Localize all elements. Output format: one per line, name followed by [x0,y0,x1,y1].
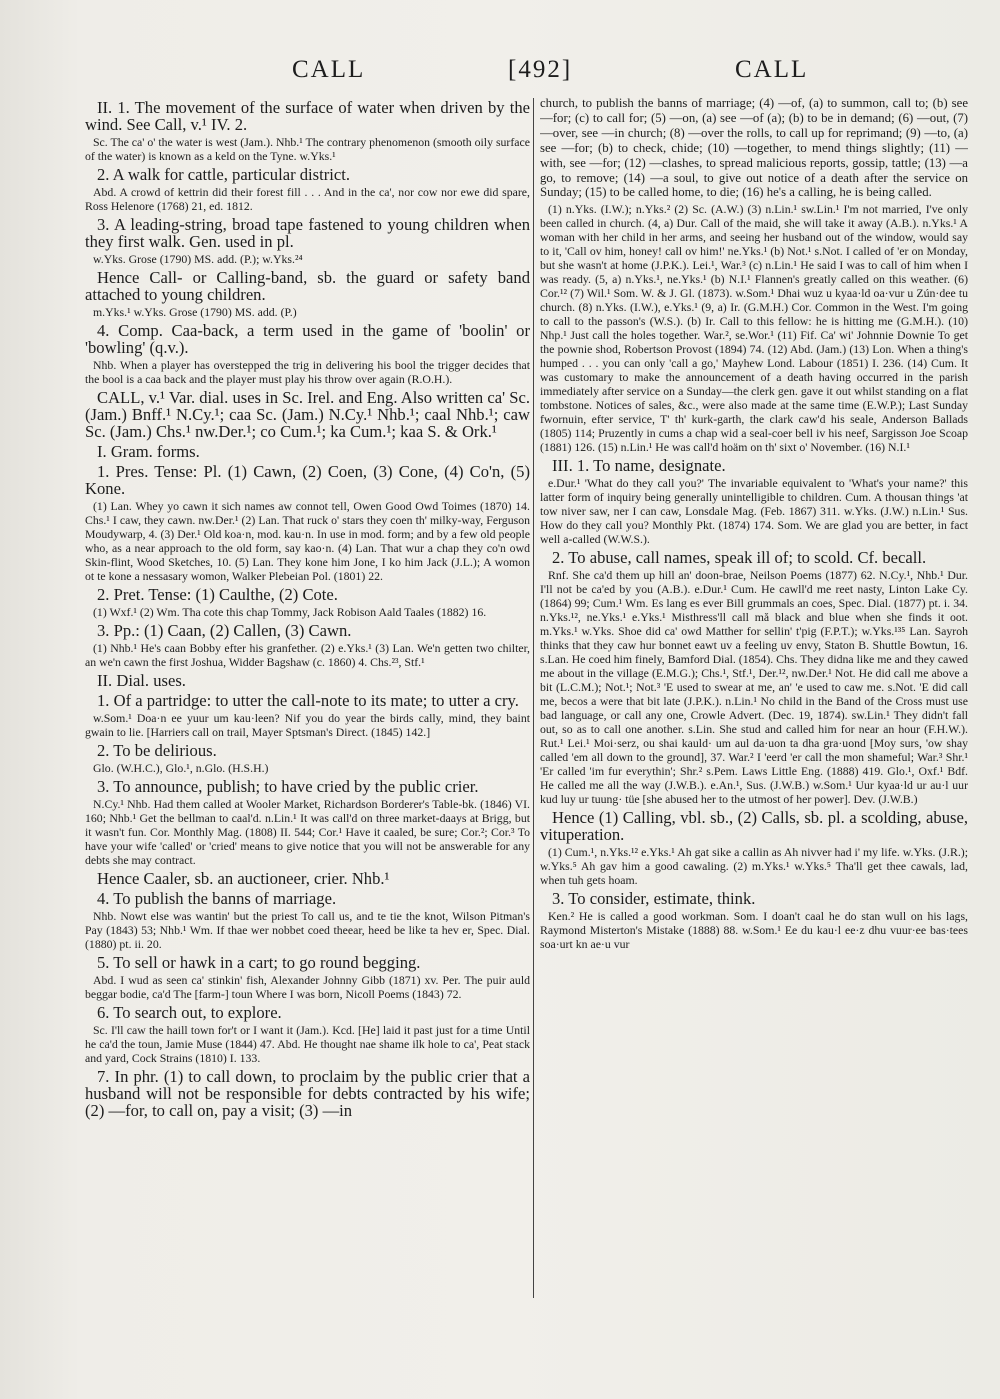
citation-paragraph: (1) Nhb.¹ He's caan Bobby efter his granfether. (2) e.Yks.¹ (3) Lan. We'n getten two chilter, an we'n cawn the first Joshua, Widder Bagshaw (c. 1860) 4. Chs.²³, Stf.¹ [85,641,530,669]
citation-paragraph: Glo. (W.H.C.), Glo.¹, n.Glo. (H.S.H.) [93,761,269,775]
citation-paragraph: m.Yks.¹ w.Yks. Grose (1790) MS. add. (P.) [93,305,297,319]
citation-paragraph: Abd. A crowd of kettrin did their forest fill . . . And in the ca', nor cow nor ewe did spare, Ross Helenore (1768) 21, ed. 1812. [85,185,530,213]
citation-paragraph: Abd. I wud as seen ca' stinkin' fish, Alexander Johnny Gibb (1871) xv. Per. The puir auld beggar bodie, ca'd The [farm-] toun Where I was born, Nicoll Poems (1843) 72. [85,973,530,1001]
left-column [85,96,530,1286]
column-divider [533,98,534,1298]
definition-paragraph: Hence (1) Calling, vbl. sb., (2) Calls, sb. pl. a scolding, abuse, vituperation. [540,808,968,845]
definition-paragraph: 1. Pres. Tense: Pl. (1) Cawn, (2) Coen, (3) Cone, (4) Co'n, (5) Kone. [85,462,530,498]
citation-paragraph: w.Som.¹ Doa·n ee yuur um kau·leen? Nif you do year the birds cally, mind, they baint gwain to lie. [Harriers call on trail, Mayer Sptsman's Direct. (1845) 142.] [85,711,530,739]
running-header [0,56,1000,96]
definition-paragraph: church, to publish the banns of marriage; (4) —of, (a) to summon, call to; (b) see —for; (c) to call for; (5) —on, (a) see —of (a); (b) to be in demand; (6) —out, (7) —over, see —in church; (8) —over the rolls, to call up for reprimand; (9) —to, (a) see —for; (b) to check, chide; (10) —together, to mend things slightly; (11) —with, see —for; (12) —clashes, to spread malicious reports, gossip, tattle; (13) —a go, to remove; (14) —a soul, to give out notice of a death after the service on Sunday; (15) to be called home, to die; (16) he's a calling, he is being called. [540,96,968,200]
definition-paragraph: II. 1. The movement of the surface of water when driven by the wind. See Call, v.¹ IV. 2. [85,98,530,134]
citation-paragraph: Sc. I'll caw the haill town for't or I want it (Jam.). Kcd. [He] laid it past just for a time Until he ca'd the toun, Jamie Muse (1844) 47. Abd. He thought nae shame ilk hole to ca', Peat stack and yard, Cock Strains (1810) I. 133. [85,1023,530,1065]
page-number: [492] [508,56,573,83]
citation-paragraph: e.Dur.¹ 'What do they call you?' The invariable equivalent to 'What's your name?' this latter form of inquiry being generally unintelligible to children. Cum. A thousan things 'at tow niver saw, ner I can caw, Lonsdale Mag. (Feb. 1867) 311. w.Yks. (J.W.) n.Lin.¹ Sus. How do they call you? Monthly Pkt. (1874) 174. Som. We are glad you are better, in fact well a-called (W.W.S.). [540,476,968,547]
entry-headword: CALL, v.¹ Var. dial. uses in Sc. Irel. and Eng. Also written ca' Sc. (Jam.) Bnff.¹ N.Cy.¹; caa Sc. (Jam.) N.Cy.¹ Nhb.¹; caal Nhb.¹; caw Sc. (Jam.) Chs.¹ nw.Der.¹; co Cum.¹; ka Cum.¹; kaa S. & Ork.¹ [85,388,530,441]
citation-paragraph: w.Yks. Grose (1790) MS. add. (P.); w.Yks.²⁴ [93,252,303,266]
header-right-word: CALL [735,56,809,83]
header-left-word: CALL [292,56,366,83]
definition-paragraph: Hence Caaler, sb. an auctioneer, crier. Nhb.¹ [97,869,390,888]
definition-paragraph: 6. To search out, to explore. [97,1003,282,1022]
citation-paragraph: Sc. The ca' o' the water is west (Jam.). Nhb.¹ The contrary phenomenon (smooth oily surface of the water) is known as a keld on the Tyne. w.Yks.¹ [85,135,530,163]
citation-paragraph: Rnf. She ca'd them up hill an' doon-brae, Neilson Poems (1877) 62. N.Cy.¹, Nhb.¹ Dur. I'll not be ca'ed by you (A.B.). e.Dur.¹ Cum. He cawll'd me reet nasty, Linton Lake Cy. (1864) 99; Cum.¹ Wm. Es lang es ever Bill grummals an coes, Spec. Dial. (1877) pt. i. 34. n.Yks.¹², ne.Yks.¹ e.Yks.¹ Misthress'll call mă black and blue when she finds it oot. m.Yks.¹ w.Yks. Shoe did ca' owd Matther for sellin' t'pig (F.P.T.); w.Yks.¹³⁵ Lan. Sayroh thinks that they caw hur bonnet eawt uv a feeling uv envy, Staton B. Shuttle Bowtun, 16. s.Lan. He coed him finely, Bamford Dial. (1854). Chs. They didna like me and they cawed me about in the village (E.M.G.); Chs.¹, Stf.¹, Der.¹², nw.Der.¹ Not. He did call me above a bit (L.C.M.); Not.¹; Not.³ 'E used to swear at me, an' 'e used to caw me. s.Not. 'E did call me, becos a were that bit late (J.P.K.). n.Lin.¹ No child in the Band of the Cross must use bad language, or call any one, Crowle Advert. (Dec. 19, 1874). sw.Lin.¹ They didn't fall out, so as to call one another. s.Lin. She stud and called him for near an hour (F.H.W.). Rut.¹ Lei.¹ Moi·serz, ou shai kauld· um aul da·uon ta dha gra·uond [Moy surs, 'ow shay called 'em all down to the ground], 37. War.² I 'eerd 'er call the mon shameful; War.³ Shr.¹ 'Er called 'im fur everythin'; Shr.² s.Pem. Laws Little Eng. (1888) 419. Glo.¹, Oxf.¹ Bdf. He called me all the way (J.W.B.). e.An.¹, Sus. (J.W.B.) w.Som.¹ Uur kyaa·ld ur au·l uur kud luy ur tuung· tüe [she abused her to the utmost of her power]. Dev. (J.W.B.) [540,568,968,807]
citation-paragraph: (1) Lan. Whey yo cawn it sich names aw connot tell, Owen Good Owd Toimes (1870) 14. Chs.¹ I caw, they cawn. nw.Der.¹ (2) Lan. That ruck o' stars they coen th' milky-way, Ferguson Moudywarp, 4. (3) Der.¹ Old koa·n, mod. kau·n. In use in mod. form; and by a few old people who, as a near approach to the old form, say kao·n. (4) Lan. That wur a chap they co'n owd Skin-flint, Wood Sketches, 10. (5) Lan. They kone him Jone, I ko him Jack (J.L.); A womon ot te kone a nessasary womon, Walker Plebeian Pol. (1801) 22. [85,499,530,583]
definition-paragraph: 1. Of a partridge: to utter the call-note to its mate; to utter a cry. [97,691,519,710]
definition-paragraph: 2. To be delirious. [97,741,217,760]
definition-paragraph: 2. Pret. Tense: (1) Caulthe, (2) Cote. [97,585,338,604]
definition-paragraph: 4. To publish the banns of marriage. [97,889,337,908]
definition-paragraph: Hence Call- or Calling-band, sb. the guard or safety band attached to young children. [85,268,530,304]
citation-paragraph: N.Cy.¹ Nhb. Had them called at Wooler Market, Richardson Borderer's Table-bk. (1846) VI. 160; Nhb.¹ Get the bellman to caal'd. n.Lin.¹ It was call'd on three market-daays at Brigg, but it wasn't fun. Cor. Monthly Mag. (1808) II. 544; Cor.¹ Have it caaled, be sure; Cor.²; Cor.³ To have your wife 'called' or 'cried' means to give notice that you will not be answerable for any debts she may contract. [85,797,530,867]
right-column [540,96,968,1296]
definition-paragraph: 5. To sell or hawk in a cart; to go round begging. [97,953,421,972]
definition-paragraph: 2. To abuse, call names, speak ill of; to scold. Cf. becall. [552,548,927,568]
citation-paragraph: (1) n.Yks. (I.W.); n.Yks.² (2) Sc. (A.W.) (3) n.Lin.¹ sw.Lin.¹ I'm not married, I've only been called in church. (4, a) Dur. Call of the maid, she will take it away (A.B.). n.Yks.¹ A woman with her child in her arms, and seeing her husband out of the window, would say to it, 'Call ov him, honey! call ov him!' ne.Yks.¹ (b) Not.¹ s.Not. I called of 'er on Monday, but she wasn't at home (J.P.K.). Lei.¹, War.³ (c) n.Lin.¹ He said I was to call of him when I was ready. (5, a) n.Yks.¹, ne.Yks.¹ (b) N.I.¹ Flannen's greatly called on this weather. (6) Cor.¹² (7) Wil.¹ Som. W. & J. Gl. (1873). w.Som.¹ Dhai wuz u kyaa·ld oa·vur u Zún·dee tu church. (8) n.Yks. (I.W.), e.Yks.¹ (9, a) Ir. (G.M.H.) Cor. Common in the West. I'm going to call to the passon's (W.S.). (b) Ir. Call to this fellow: he is hitting me (G.M.H.). (10) Nhp.¹ Just call the holes together. War.², se.Wor.¹ (11) Fif. Ca' wi' Johnnie Downie To get the pownie shod, Robertson Provost (1894) 74. (12) Abd. (Jam.) (13) Lon. When a thing's humped . . . you can only 'call a go,' Mayhew Lond. Labour (1851) I. 236. (14) Cum. It was customary to make the announcement of a death having occurred in the parish immediately after service on a Sunday—the clerk gen. gave it out whilst standing on a flat tombstone. Notices of sales, &c., were also made at the same time (E.W.P.); Last Sunday fwornuin, efter service, T' th' kurk-garth, the clark caw'd his seale, Anderson Ballads (1805) 114; Pruzently in cums a chap wid a seal-coer bell iv his neef, Sargisson Joe Scoap (1881) 126. (15) n.Lin.¹ He was call'd hoäm on th' sixt o' November. (16) N.I.¹ [540,202,968,455]
definition-paragraph: 7. In phr. (1) to call down, to proclaim by the public crier that a husband will not be responsible for debts contracted by his wife; (2) —for, to call on, pay a visit; (3) —in [85,1067,530,1120]
definition-paragraph: III. 1. To name, designate. [552,456,726,476]
citation-paragraph: Nhb. When a player has overstepped the trig in delivering his bool the trigger decides that the bool is a caa back and the player must play his throw over again (R.O.H.). [85,358,530,386]
definition-paragraph: 3. A leading-string, broad tape fastened to young children when they first walk. Gen. used in pl. [85,215,530,251]
citation-paragraph: Nhb. Nowt else was wantin' but the priest To call us, and te tie the knot, Wilson Pitman's Pay (1843) 53; Nhb.¹ Wm. If thae wer nobbet coed theear, heed be like ta hev er, Spec. Dial. (1880) pt. ii. 20. [85,909,530,951]
citation-paragraph: (1) Cum.¹, n.Yks.¹² e.Yks.¹ Ah gat sike a callin as Ah nivver had i' my life. w.Yks. (J.R.); w.Yks.⁵ Ah gav him a good cawaling. (2) m.Yks.¹ w.Yks.⁵ Tha'll get thee cawals, lad, when tuh gets hoam. [540,845,968,888]
definition-paragraph: I. Gram. forms. [97,442,200,461]
definition-paragraph: II. Dial. uses. [97,671,186,690]
definition-paragraph: 3. To announce, publish; to have cried by the public crier. [97,777,479,796]
citation-paragraph: Ken.² He is called a good workman. Som. I doan't caal he do stan wull on his lags, Raymond Misterton's Mistake (1888) 88. w.Som.¹ Ee du kau·l ee·z dhu vuur·ee bas·tees soa·urt kn ae·u vur [540,909,968,952]
definition-paragraph: 3. Pp.: (1) Caan, (2) Callen, (3) Cawn. [97,621,352,640]
definition-paragraph: 4. Comp. Caa-back, a term used in the game of 'boolin' or 'bowling' (q.v.). [85,321,530,357]
definition-paragraph: 2. A walk for cattle, particular district. [97,165,350,184]
definition-paragraph: 3. To consider, estimate, think. [552,889,756,909]
citation-paragraph: (1) Wxf.¹ (2) Wm. Tha cote this chap Tommy, Jack Robison Aald Taales (1882) 16. [93,605,487,619]
